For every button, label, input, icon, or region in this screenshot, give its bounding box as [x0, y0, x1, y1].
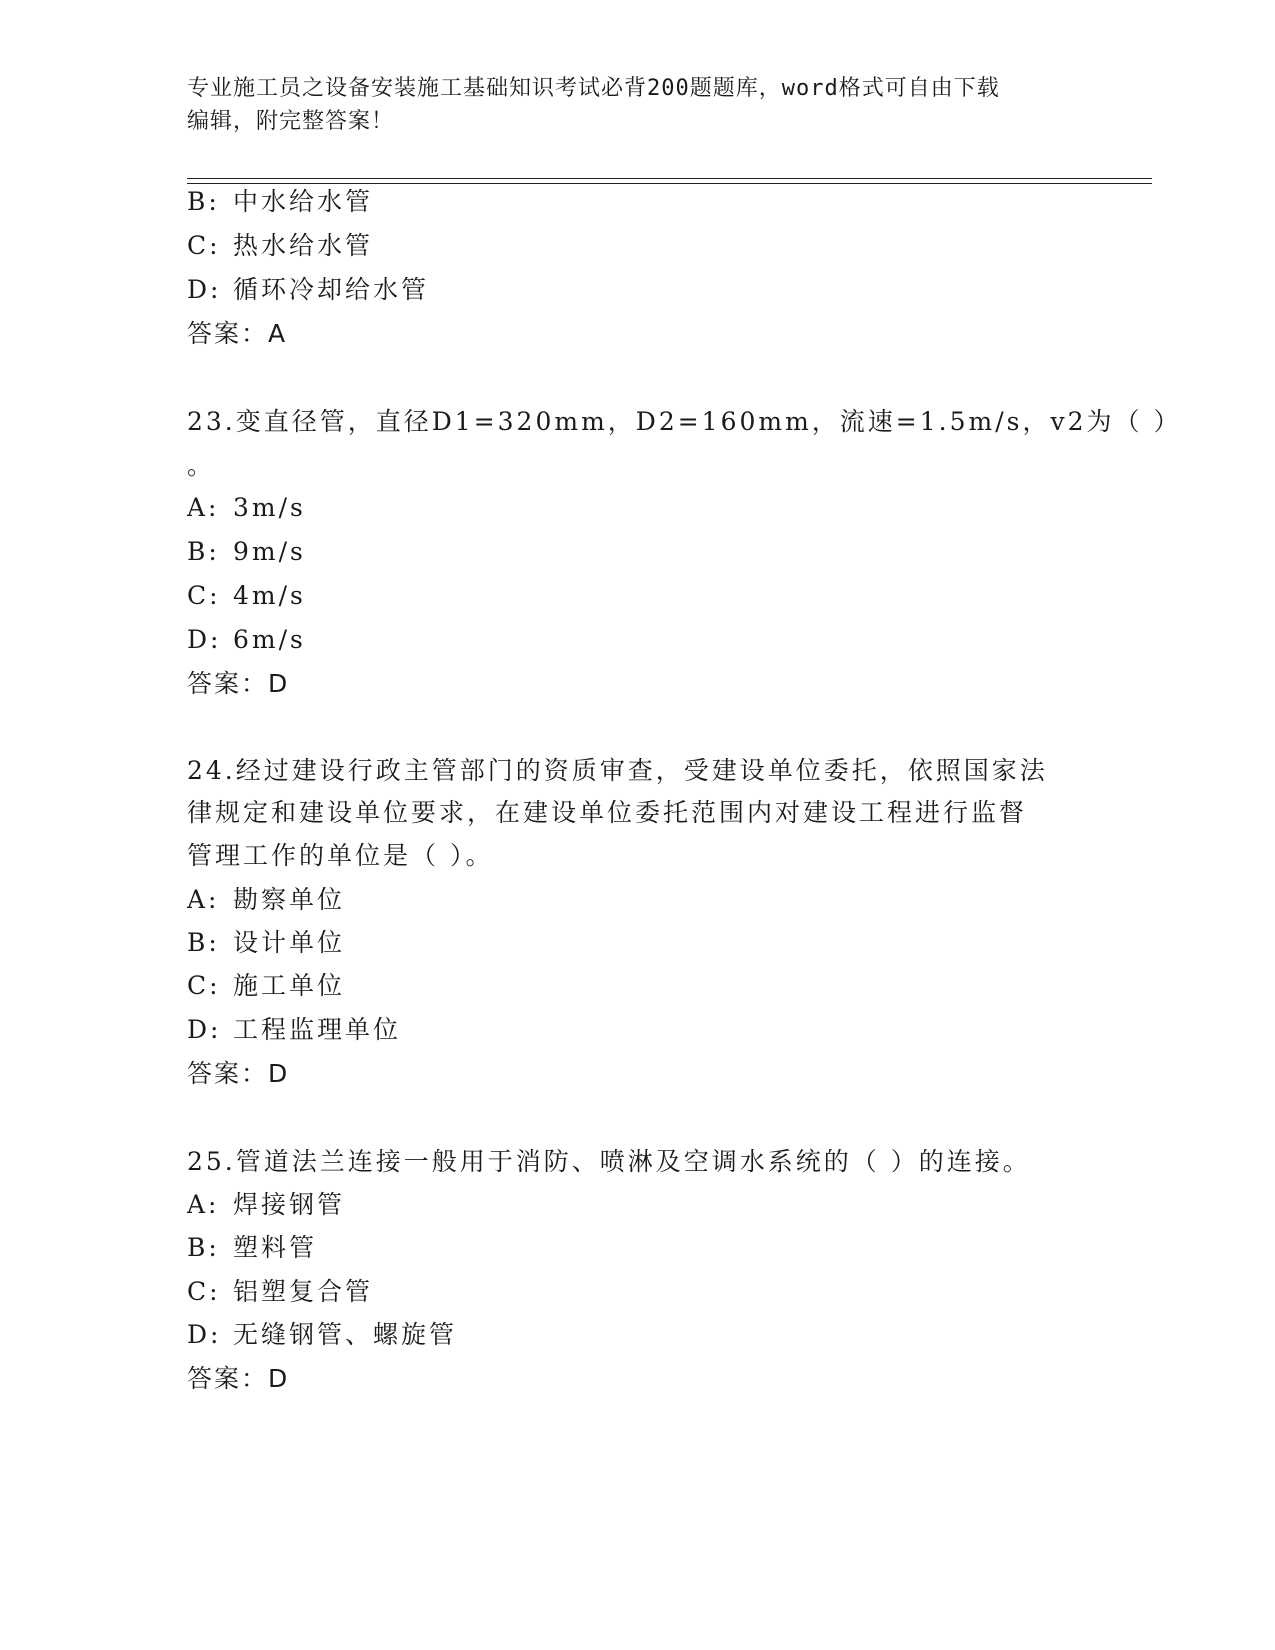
q24-stem-line-3: 管理工作的单位是（ ）。 [187, 841, 494, 870]
option-letter: C: [187, 1277, 221, 1306]
option-text: 施工单位 [233, 971, 346, 1000]
q23-option-c [187, 579, 306, 613]
q23-option-d [187, 623, 306, 657]
option-text: 工程监理单位 [233, 1015, 402, 1044]
q22-option-c [187, 229, 373, 263]
q25-stem-line-1: 25.管道法兰连接一般用于消防、喷淋及空调水系统的（ ）的连接。 [187, 1147, 1031, 1176]
q25-answer: 答案：D [187, 1364, 290, 1393]
option-letter: A: [187, 885, 220, 914]
option-text: 塑料管 [233, 1233, 318, 1262]
option-letter: B: [187, 928, 220, 957]
option-text: 3m/s [233, 493, 306, 522]
q22-option-d [187, 273, 429, 307]
q24-stem-line-1: 24.经过建设行政主管部门的资质审查，受建设单位委托，依照国家法 [187, 756, 1048, 785]
option-text: 中水给水管 [233, 187, 374, 216]
option-letter: B: [187, 1233, 220, 1262]
q24-stem-line-2: 律规定和建设单位要求，在建设单位委托范围内对建设工程进行监督 [187, 798, 1028, 827]
option-letter: A: [187, 493, 220, 522]
q23-stem-line-1: 23.变直径管，直径D1=320mm，D2=160mm，流速=1.5m/s，v2为（ ） [187, 407, 1182, 436]
option-letter: B: [187, 187, 220, 216]
header-divider-bottom [187, 183, 1152, 184]
option-text: 无缝钢管、螺旋管 [233, 1320, 458, 1349]
option-letter: D: [187, 1320, 222, 1349]
q23-answer: 答案：D [187, 669, 290, 698]
q24-option-d [187, 1013, 401, 1047]
q22-answer: 答案：A [187, 319, 288, 348]
option-letter: C: [187, 231, 221, 260]
q25-option-d [187, 1318, 457, 1352]
q25-option-b [187, 1231, 317, 1265]
header-divider-top [187, 178, 1152, 179]
option-letter: D: [187, 275, 222, 304]
q24-answer: 答案：D [187, 1059, 290, 1088]
q22-option-b [187, 185, 373, 219]
q23-stem-line-2: 。 [187, 451, 216, 480]
document-header [187, 72, 1067, 138]
header-title-line-2: 编辑，附完整答案！ [187, 109, 395, 134]
q25-option-c [187, 1275, 373, 1309]
option-text: 6m/s [233, 625, 306, 654]
q23-option-b [187, 535, 306, 569]
option-text: 热水给水管 [233, 231, 374, 260]
q24-option-a [187, 883, 345, 917]
header-title-line-1: 专业施工员之设备安装施工基础知识考试必背200题题库，word格式可自由下载 [187, 76, 1000, 101]
option-text: 铝塑复合管 [233, 1277, 374, 1306]
option-text: 设计单位 [233, 928, 346, 957]
q24-option-c [187, 969, 345, 1003]
option-letter: C: [187, 581, 221, 610]
option-letter: A: [187, 1190, 220, 1219]
option-letter: D: [187, 625, 222, 654]
option-text: 焊接钢管 [233, 1190, 346, 1219]
option-text: 9m/s [233, 537, 306, 566]
option-letter: C: [187, 971, 221, 1000]
option-text: 循环冷却给水管 [233, 275, 430, 304]
q25-option-a [187, 1188, 345, 1222]
q24-option-b [187, 926, 345, 960]
q23-option-a [187, 491, 306, 525]
option-letter: D: [187, 1015, 222, 1044]
option-text: 勘察单位 [233, 885, 346, 914]
option-text: 4m/s [233, 581, 306, 610]
option-letter: B: [187, 537, 220, 566]
